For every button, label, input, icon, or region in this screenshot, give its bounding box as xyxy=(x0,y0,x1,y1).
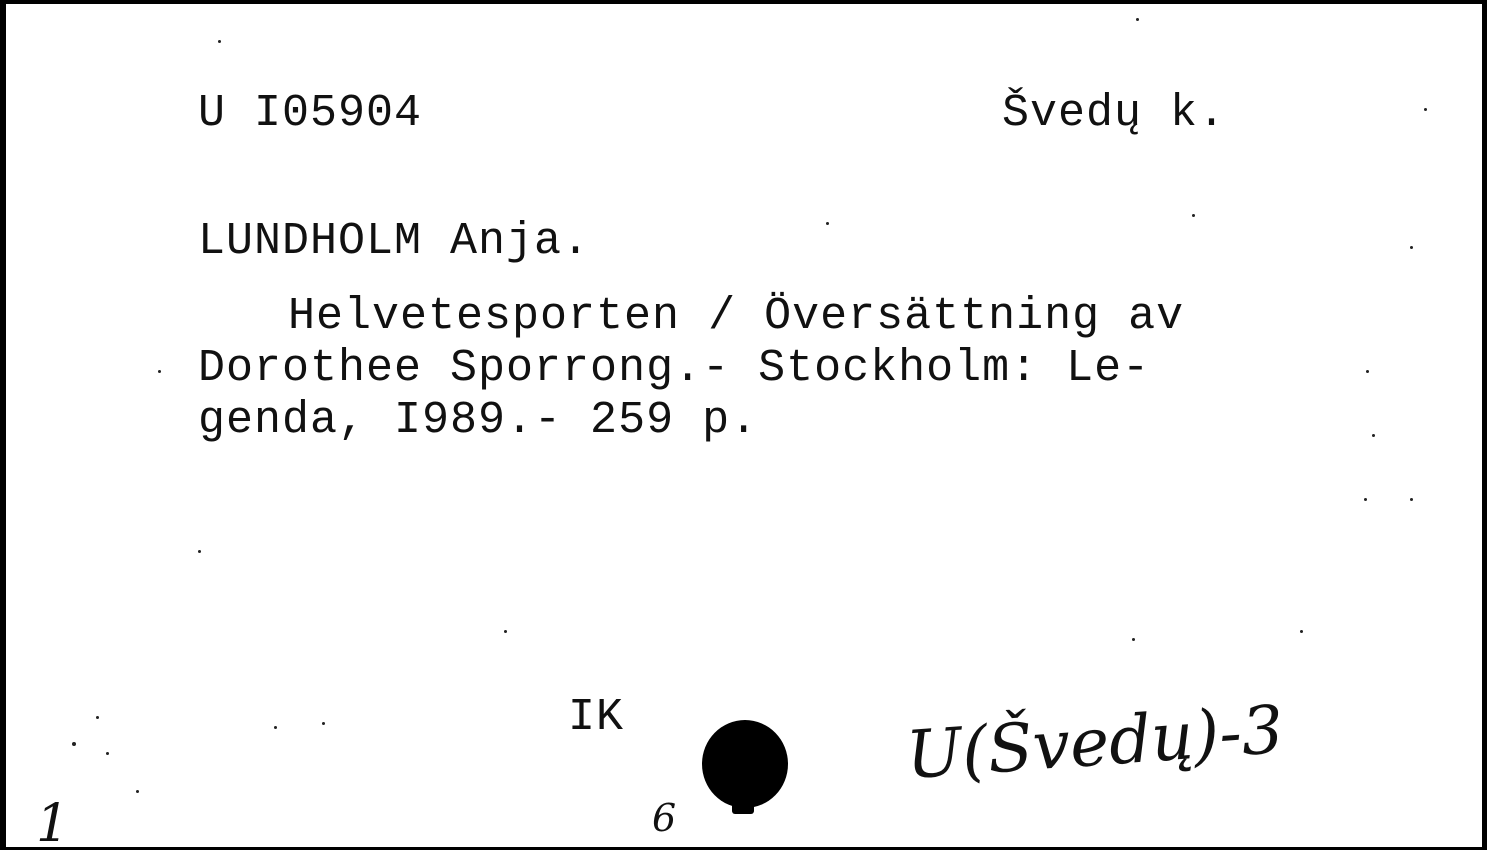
speck xyxy=(1136,18,1139,21)
speck xyxy=(1372,434,1375,437)
speck xyxy=(1424,108,1427,111)
speck xyxy=(136,790,139,793)
speck xyxy=(158,370,161,373)
speck xyxy=(504,630,507,633)
handwritten-number-bottom: 6 xyxy=(652,796,677,840)
speck xyxy=(106,752,109,755)
code-label: IK xyxy=(568,692,625,743)
speck xyxy=(826,222,829,225)
speck xyxy=(274,726,277,729)
speck xyxy=(1132,638,1135,641)
speck xyxy=(1366,370,1369,373)
speck xyxy=(96,716,99,719)
description-line-1: Helvetesporten / Översättning av xyxy=(288,291,1185,342)
speck xyxy=(1192,214,1195,217)
speck xyxy=(1410,246,1413,249)
call-number: U I05904 xyxy=(198,88,423,139)
speck xyxy=(1300,630,1303,633)
speck xyxy=(322,722,325,725)
speck xyxy=(1364,498,1367,501)
speck xyxy=(198,550,201,553)
description-line-3: genda, I989.- 259 p. xyxy=(198,395,759,446)
punched-hole xyxy=(702,720,788,808)
speck xyxy=(1410,498,1413,501)
speck xyxy=(218,40,221,43)
speck xyxy=(1482,48,1485,51)
speck xyxy=(72,742,76,746)
description-line-2: Dorothee Sporrong.- Stockholm: Le- xyxy=(198,343,1151,394)
handwritten-shelf-mark: U(Švedų)-3 xyxy=(903,690,1286,795)
collection-label: Švedų k. xyxy=(1002,88,1227,139)
handwritten-number-left: 1 xyxy=(36,794,70,850)
author-heading: LUNDHOLM Anja. xyxy=(198,216,591,267)
